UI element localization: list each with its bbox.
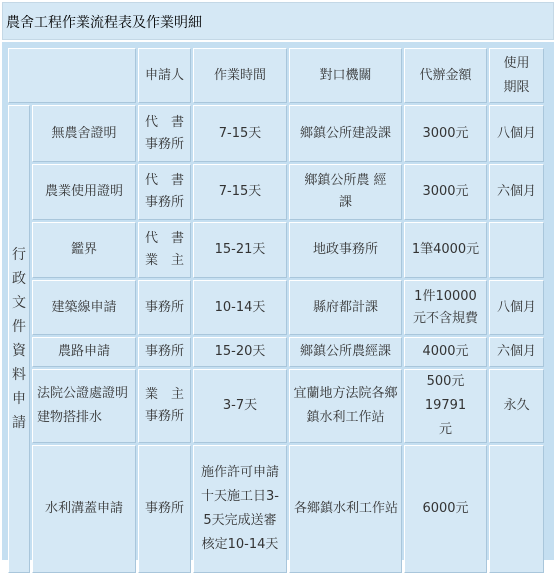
fee-cell: 3000元 xyxy=(404,105,487,162)
table-row xyxy=(8,337,544,367)
section-label-char: 料 xyxy=(12,367,26,383)
applicant-cell: 事務所 xyxy=(138,337,191,367)
header-agency: 對口機關 xyxy=(289,48,402,103)
workflow-table xyxy=(6,46,546,575)
agency-cell: 鄉鎮公所農經課 xyxy=(289,337,402,367)
agency-cell: 縣府都計課 xyxy=(289,280,402,335)
fee-cell: 3000元 xyxy=(404,164,487,220)
header-fee: 代辦金額 xyxy=(404,48,487,103)
header-time: 作業時間 xyxy=(193,48,287,103)
applicant-cell: 事務所 xyxy=(138,280,191,335)
time-cell: 10-14天 xyxy=(193,280,287,335)
fee-cell: 6000元 xyxy=(404,445,487,573)
agency-cell: 鄉鎮公所農 經課 xyxy=(289,164,402,220)
agency-cell: 各鄉鎮水利工作站 xyxy=(289,445,402,573)
header-blank xyxy=(8,48,136,103)
applicant-line: 業 主 xyxy=(145,387,185,402)
validity-cell: 六個月 xyxy=(489,164,544,220)
validity-cell: 六個月 xyxy=(489,337,544,367)
validity-cell xyxy=(489,222,544,278)
applicant-line: 代 書 xyxy=(145,173,185,188)
item-name: 農路申請 xyxy=(32,337,136,367)
time-cell: 施作許可申請十天施工日3-5天完成送審核定10-14天 xyxy=(193,445,287,573)
applicant-cell xyxy=(138,222,191,278)
agency-cell: 地政事務所 xyxy=(289,222,402,278)
time-cell: 15-21天 xyxy=(193,222,287,278)
header-applicant: 申請人 xyxy=(138,48,191,103)
item-name: 建築線申請 xyxy=(32,280,136,335)
fee-cell: 1筆4000元 xyxy=(404,222,487,278)
item-name: 法院公證處證明建物搭排水 xyxy=(32,369,136,443)
applicant-line: 代 書 xyxy=(145,231,185,246)
applicant-line: 事務所 xyxy=(145,136,185,152)
section-label-char: 件 xyxy=(12,319,26,335)
section-label-char: 文 xyxy=(12,295,26,311)
time-cell: 3-7天 xyxy=(193,369,287,443)
section-label-char: 行 xyxy=(12,247,26,263)
table-row xyxy=(8,164,544,220)
section-label-char: 資 xyxy=(12,343,26,359)
section-label-char: 請 xyxy=(12,415,26,431)
applicant-line: 事務所 xyxy=(145,195,185,210)
applicant-cell xyxy=(138,164,191,220)
validity-cell: 八個月 xyxy=(489,105,544,162)
table-container xyxy=(2,42,554,560)
item-name: 鑑界 xyxy=(32,222,136,278)
time-cell: 7-15天 xyxy=(193,105,287,162)
header-validity: 使用期限 xyxy=(489,48,544,103)
applicant-line: 業 主 xyxy=(145,253,185,268)
title-bar xyxy=(2,2,554,40)
page-title: 農舍工程作業流程表及作業明細 xyxy=(6,15,202,31)
agency-cell: 鄉鎮公所建設課 xyxy=(289,105,402,162)
item-name: 農業使用證明 xyxy=(32,164,136,220)
fee-cell: 4000元 xyxy=(404,337,487,367)
fee-cell: 1件10000元不含規費 xyxy=(404,280,487,335)
item-name: 無農舍證明 xyxy=(32,105,136,162)
table-row xyxy=(8,369,544,443)
applicant-line: 代 書 xyxy=(145,114,185,130)
time-cell: 7-15天 xyxy=(193,164,287,220)
validity-cell: 永久 xyxy=(489,369,544,443)
table-row xyxy=(8,280,544,335)
header-row xyxy=(8,48,544,103)
section-label-char: 申 xyxy=(12,391,26,407)
applicant-cell xyxy=(138,105,191,162)
table-row xyxy=(8,222,544,278)
agency-cell: 宜蘭地方法院各鄉鎮水利工作站 xyxy=(289,369,402,443)
time-cell: 15-20天 xyxy=(193,337,287,367)
applicant-line: 事務所 xyxy=(145,409,185,424)
fee-cell: 500元 19791元 xyxy=(404,369,487,443)
table-row xyxy=(8,105,544,162)
section-label xyxy=(8,105,30,573)
item-name: 水利溝蓋申請 xyxy=(32,445,136,573)
table-row xyxy=(8,445,544,573)
validity-cell xyxy=(489,445,544,573)
validity-cell: 八個月 xyxy=(489,280,544,335)
applicant-cell xyxy=(138,369,191,443)
section-label-char: 政 xyxy=(12,271,26,287)
applicant-cell: 事務所 xyxy=(138,445,191,573)
